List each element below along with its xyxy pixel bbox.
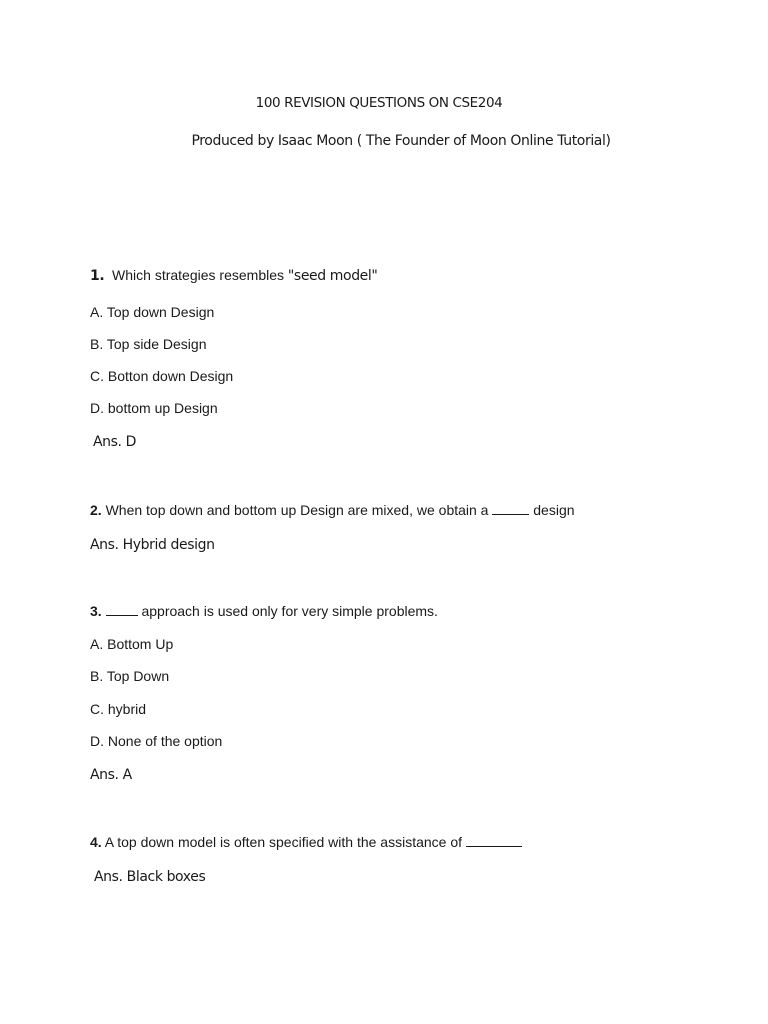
answer-blank [492, 502, 529, 515]
question-2 [90, 501, 575, 519]
question-3-option-c: C. hybrid [90, 701, 147, 717]
question-3-option-b: B. Top Down [90, 668, 170, 684]
question-1-answer: Ans. D [93, 434, 137, 450]
document-title: 100 REVISION QUESTIONS ON CSE204 [255, 95, 503, 111]
question-1-option-c: C. Botton down Design [90, 368, 234, 384]
question-number: 2. [90, 502, 102, 518]
document-subtitle: Produced by Isaac Moon ( The Founder of Moon Online Tutorial) [191, 133, 611, 149]
answer-blank [106, 603, 138, 616]
question-3-answer: Ans. A [90, 767, 132, 783]
answer-blank [466, 834, 522, 847]
question-4-answer: Ans. Black boxes [94, 869, 206, 885]
question-3-option-d: D. None of the option [90, 733, 223, 749]
question-text-after: approach is used only for very simple problems. [137, 603, 438, 619]
question-number: 1. [90, 268, 105, 284]
question-1 [90, 266, 377, 285]
question-3-option-a: A. Bottom Up [90, 636, 174, 652]
question-1-option-b: B. Top side Design [90, 336, 207, 352]
question-2-answer: Ans. Hybrid design [90, 537, 215, 553]
question-4 [90, 833, 522, 851]
question-text-before: When top down and bottom up Design are mixed, we obtain a [105, 502, 493, 518]
question-number: 3. [90, 603, 102, 619]
question-3 [90, 602, 438, 620]
question-emphasis: "seed model" [287, 268, 378, 284]
question-1-option-d: D. bottom up Design [90, 400, 218, 416]
question-number-punct: . [97, 834, 102, 850]
question-1-option-a: A. Top down Design [90, 304, 215, 320]
question-number: 4 [90, 834, 98, 850]
question-text-before: A top down model is often specified with the assistance of [101, 834, 466, 850]
question-text-after: design [529, 502, 575, 518]
question-text: Which strategies resembles [112, 267, 288, 283]
